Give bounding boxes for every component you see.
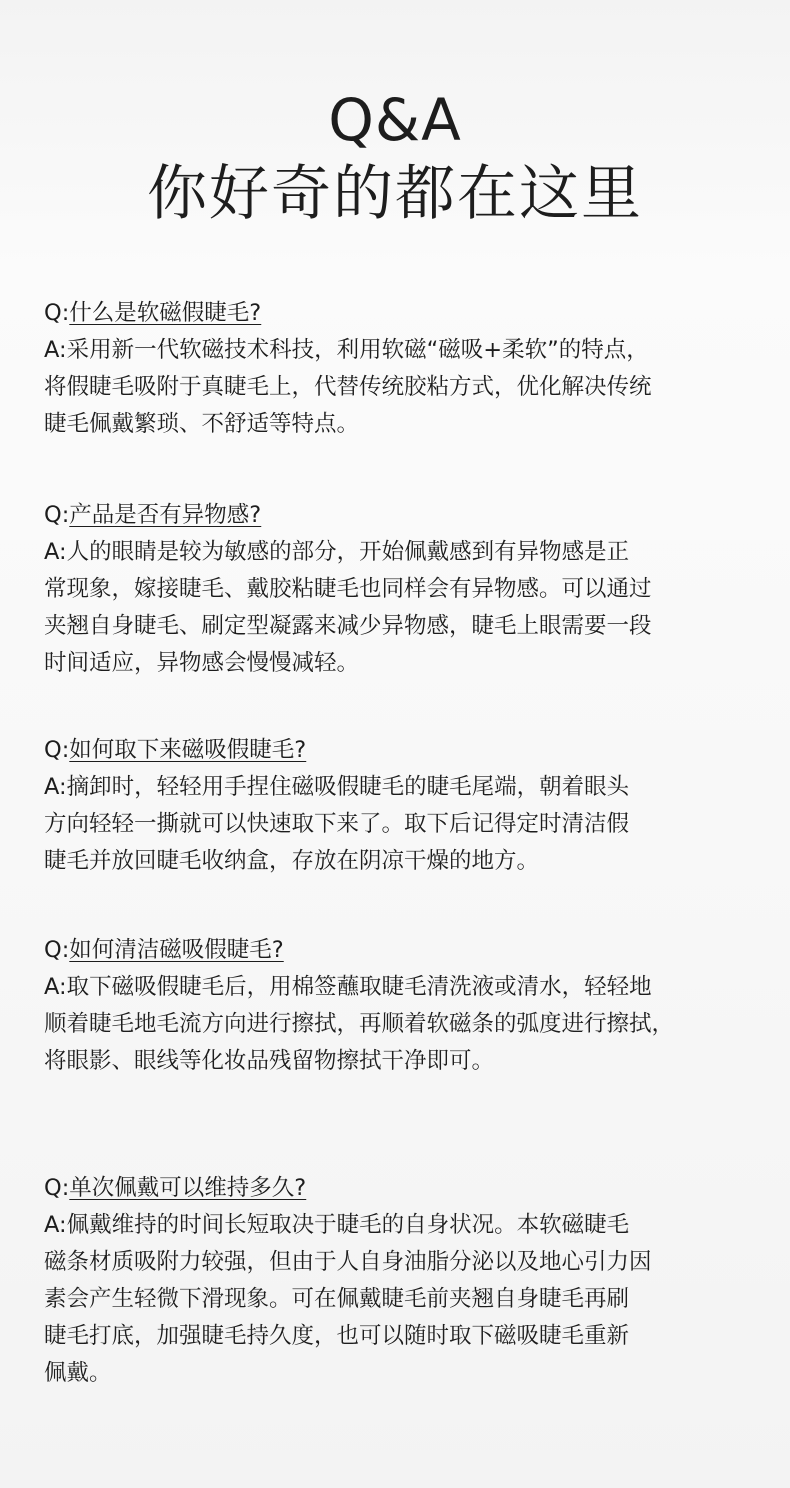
answer-text-line: 摘卸时，轻轻用手捏住磁吸假睫毛的睫毛尾端，朝着眼头 xyxy=(66,774,630,800)
qa-item xyxy=(44,497,774,682)
answer-line xyxy=(44,969,774,1006)
question-line xyxy=(44,932,774,969)
header xyxy=(0,84,790,232)
question-prefix: Q: xyxy=(44,1175,70,1201)
answer-text-line: 方向轻轻一撕就可以快速取下来了。取下后记得定时清洁假 xyxy=(44,811,630,837)
question-text: 产品是否有异物感? xyxy=(69,502,262,528)
answer-text-line: 佩戴维持的时间长短取决于睫毛的自身状况。本软磁睫毛 xyxy=(66,1212,630,1238)
question-text: 什么是软磁假睫毛? xyxy=(69,300,262,326)
answer-text-line: 将假睫毛吸附于真睫毛上，代替传统胶粘方式，优化解决传统 xyxy=(44,374,652,400)
question-prefix: Q: xyxy=(44,737,70,763)
answer-text-line: 人的眼睛是较为敏感的部分，开始佩戴感到有异物感是正 xyxy=(66,539,630,565)
question-prefix: Q: xyxy=(44,300,70,326)
answer-text-line: 将眼影、眼线等化妆品残留物擦拭干净即可。 xyxy=(44,1048,495,1074)
qa-item xyxy=(44,732,774,880)
question-line xyxy=(44,1170,774,1207)
answer-prefix: A: xyxy=(44,974,67,1000)
answer-prefix: A: xyxy=(44,774,67,800)
answer-text-line: 采用新一代软磁技术科技，利用软磁“磁吸+柔软”的特点， xyxy=(66,337,649,363)
qa-item xyxy=(44,1170,774,1392)
answer-text-line: 睫毛佩戴繁琐、不舒适等特点。 xyxy=(44,411,360,437)
answer-text-line: 睫毛打底，加强睫毛持久度，也可以随时取下磁吸睫毛重新 xyxy=(44,1323,630,1349)
question-line xyxy=(44,497,774,534)
answer-prefix: A: xyxy=(44,539,67,565)
question-line xyxy=(44,732,774,769)
question-text: 如何清洁磁吸假睫毛? xyxy=(69,937,284,963)
answer-text-line: 夹翘自身睫毛、刷定型凝露来减少异物感，睫毛上眼需要一段 xyxy=(44,613,652,639)
answer-text-line: 睫毛并放回睫毛收纳盒，存放在阴凉干燥的地方。 xyxy=(44,848,540,874)
question-prefix: Q: xyxy=(44,937,70,963)
answer-text-line: 常现象，嫁接睫毛、戴胶粘睫毛也同样会有异物感。可以通过 xyxy=(44,576,652,602)
answer-text-line: 佩戴。 xyxy=(44,1360,112,1386)
answer-text-line: 素会产生轻微下滑现象。可在佩戴睫毛前夹翘自身睫毛再刷 xyxy=(44,1286,630,1312)
question-text: 单次佩戴可以维持多久? xyxy=(69,1175,307,1201)
qa-item xyxy=(44,295,774,443)
answer-text-line: 取下磁吸假睫毛后，用棉签蘸取睫毛清洗液或清水，轻轻地 xyxy=(66,974,652,1000)
qa-item xyxy=(44,932,774,1080)
answer-prefix: A: xyxy=(44,337,67,363)
answer-text-line: 顺着睫毛地毛流方向进行擦拭，再顺着软磁条的弧度进行擦拭， xyxy=(44,1011,675,1037)
answer-line xyxy=(44,1207,774,1244)
question-prefix: Q: xyxy=(44,502,70,528)
page-title: Q&A xyxy=(328,86,462,154)
answer-line xyxy=(44,534,774,571)
answer-text-line: 时间适应，异物感会慢慢减轻。 xyxy=(44,650,360,676)
answer-prefix: A: xyxy=(44,1212,67,1238)
answer-text-line: 磁条材质吸附力较强，但由于人自身油脂分泌以及地心引力因 xyxy=(44,1249,652,1275)
answer-line xyxy=(44,769,774,806)
answer-line xyxy=(44,332,774,369)
question-line xyxy=(44,295,774,332)
page-subtitle: 你好奇的都在这里 xyxy=(147,159,643,229)
question-text: 如何取下来磁吸假睫毛? xyxy=(69,737,307,763)
